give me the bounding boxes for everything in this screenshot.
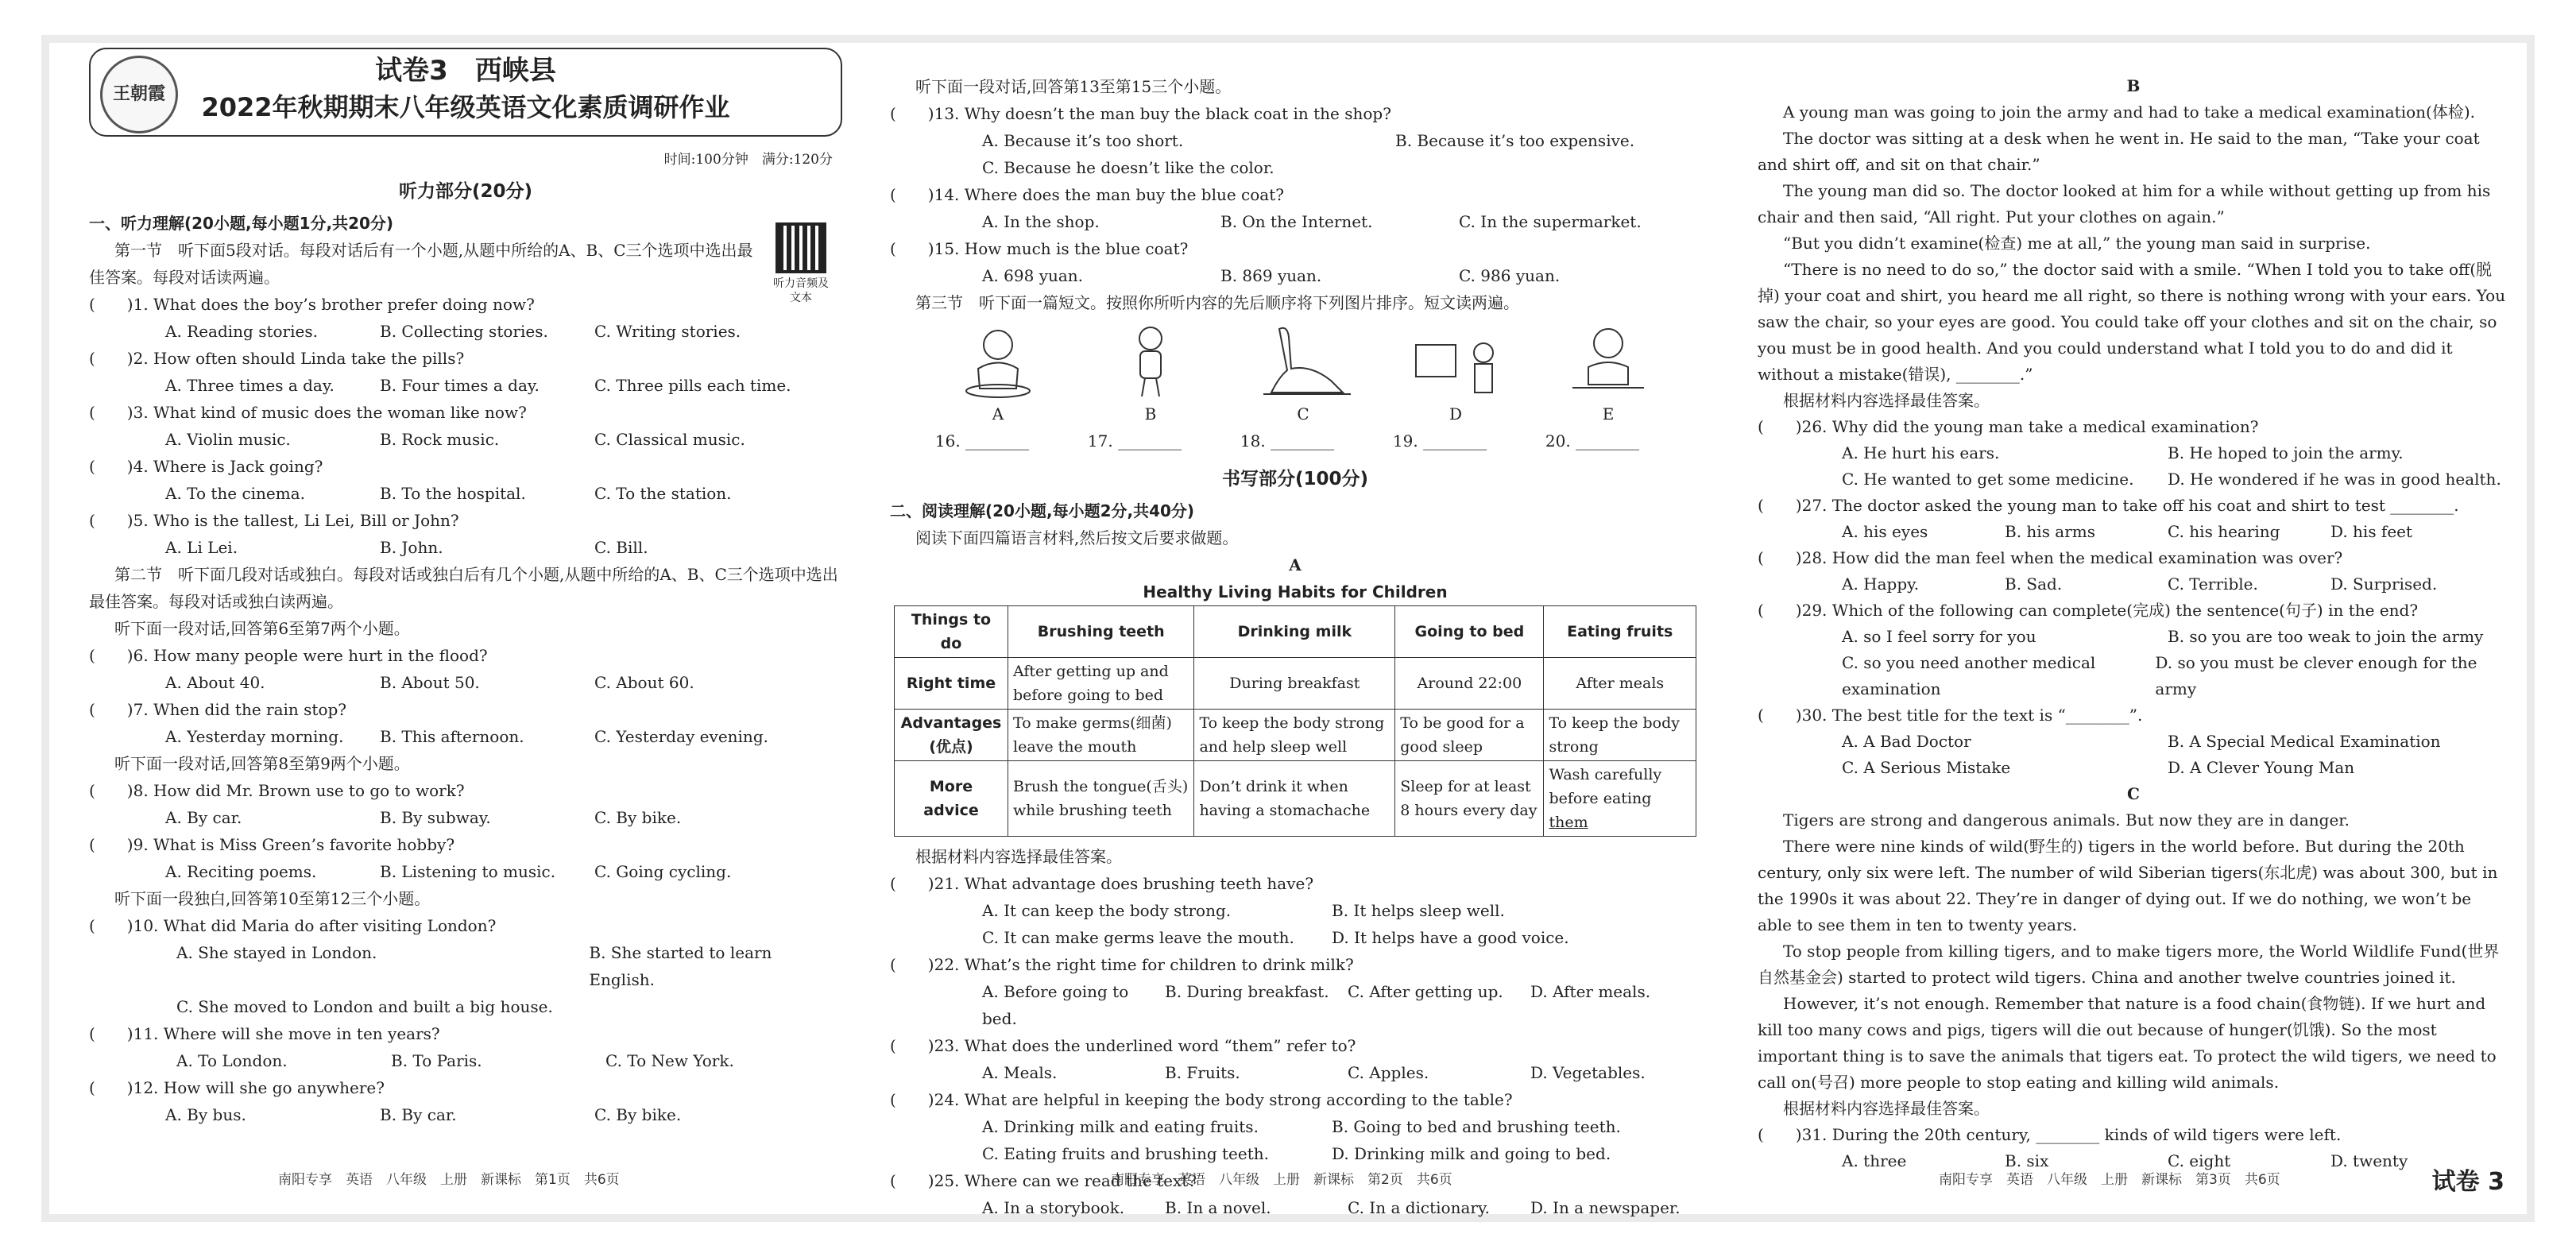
part2-heading: 二、阅读理解(20小题,每小题2分,共40分) [890, 501, 1195, 520]
option: D. It helps have a good voice. [1332, 928, 1569, 947]
question: ( )12. How will she go anywhere? [89, 1078, 385, 1097]
table-title: Healthy Living Habits for Children [1143, 582, 1448, 601]
option: A. Because it’s too short. [982, 131, 1184, 150]
part1-heading: 一、听力理解(20小题,每小题1分,共20分) [89, 214, 394, 233]
question: ( )25. Where can we read the text? [890, 1171, 1197, 1190]
options [890, 978, 1700, 1032]
option: A. About 40. [165, 673, 265, 692]
option: B. It helps sleep well. [1332, 901, 1505, 920]
options [89, 669, 842, 696]
option: C. After getting up. [1348, 982, 1503, 1001]
option: C. In a dictionary. [1348, 1198, 1490, 1217]
options [89, 1101, 842, 1128]
reading-intro: 阅读下面四篇语言材料,然后按文后要求做题。 [915, 528, 1239, 547]
question: ( )11. Where will she move in ten years? [89, 1024, 440, 1043]
option: C. Three pills each time. [594, 376, 791, 395]
option: B. so you are too weak to join the army [2168, 627, 2484, 646]
option: C. 986 yuan. [1459, 266, 1561, 285]
option: B. his arms [2005, 522, 2096, 541]
option: A. Happy. [1842, 574, 1920, 594]
passage-c-label: C [2127, 784, 2140, 803]
table-row [895, 658, 1696, 710]
question: ( )2. How often should Linda take the pills? [89, 349, 465, 368]
paragraph: “There is no need to do so,” the doctor said with a smile. “When I told you to take off(脱掉) your coat and shirt, you heard me all right, so there is nothing wrong with your ears. You saw the chair, so your eyes are good. You could take off your clothes and sit on the chair, so you must be in good health. And you could understand what I told you to do and did it without a mistake(错误), ________.” [1758, 260, 2506, 384]
question: ( )27. The doctor asked the young man to take off his coat and shirt to test ________. [1758, 496, 2459, 515]
options [890, 127, 1700, 154]
table-header: Things to do [895, 606, 1008, 658]
picture-a [950, 321, 1046, 427]
option: A. Yesterday morning. [165, 727, 344, 746]
option: B. Collecting stories. [380, 322, 548, 341]
option: A. Meals. [982, 1063, 1058, 1082]
paragraph: Tigers are strong and dangerous animals. But now they are in danger. [1783, 810, 2350, 830]
option: A. three [1842, 1151, 1907, 1170]
options [890, 1113, 1700, 1140]
table-row [895, 710, 1696, 761]
options [89, 426, 842, 453]
option: C. Classical music. [594, 430, 745, 449]
option: C. She moved to London and built a big house. [176, 997, 553, 1016]
option: C. To New York. [605, 1051, 734, 1070]
question: ( )7. When did the rain stop? [89, 700, 347, 719]
option: B. Because it’s too expensive. [1395, 131, 1635, 150]
option: A. so I feel sorry for you [1842, 627, 2036, 646]
section3-instruction: 第三节 听下面一篇短文。按照你所听内容的先后顺序将下列图片排序。短文读两遍。 [915, 293, 1519, 312]
option: A. Before going to bed. [982, 982, 1129, 1028]
paragraph: However, it’s not enough. Remember that nature is a food chain(食物链). If we hurt and kill too many cows and pigs, tigers will die out because of hunger(饥饿). So the most important thing is to save the animals that tigers eat. To protect the wild tigers, we need to call on(号召) more people to stop eating and killing wild animals. [1758, 994, 2497, 1092]
option: B. Sad. [2005, 574, 2063, 594]
page-subtitle: 2022年秋期期末八年级英语文化素质调研作业 [201, 92, 730, 122]
table-cell: Brush the tongue(舌头) while brushing teeth [1008, 761, 1194, 837]
option: A. She stayed in London. [176, 943, 377, 962]
question: ( )15. How much is the blue coat? [890, 239, 1189, 258]
table-cell: Around 22:00 [1395, 658, 1544, 710]
options [890, 1194, 1700, 1221]
options [89, 372, 842, 399]
publisher-logo: 王朝霞 [100, 56, 178, 133]
dialog-intro: 听下面一段对话,回答第8至第9两个小题。 [114, 754, 410, 773]
option: B. Rock music. [380, 430, 500, 449]
table-cell: Don’t drink it when having a stomachache [1194, 761, 1395, 837]
table-cell: During breakfast [1194, 658, 1395, 710]
question: ( )13. Why doesn’t the man buy the black coat in the shop? [890, 104, 1391, 123]
dinosaur-museum-icon [1255, 321, 1359, 400]
option: B. By car. [380, 1105, 457, 1124]
option: D. Drinking milk and going to bed. [1332, 1144, 1611, 1163]
table-cell: To make germs(细菌) leave the mouth [1008, 710, 1194, 761]
question: ( )23. What does the underlined word “them” refer to? [890, 1036, 1356, 1055]
options [89, 993, 842, 1020]
exam-badge: 试卷 3 [2431, 1168, 2504, 1196]
option: B. In a novel. [1165, 1198, 1271, 1217]
option: A. In the shop. [982, 212, 1100, 231]
option: C. Terrible. [2168, 574, 2258, 594]
option: C. Yesterday evening. [594, 727, 768, 746]
table-cell [1544, 761, 1696, 837]
option: B. About 50. [380, 673, 480, 692]
option: D. his feet [2330, 522, 2413, 541]
paragraph: The young man did so. The doctor looked at him for a while without getting up from his chair and then said, “All right. Put your clothes on again.” [1758, 181, 2491, 226]
option: B. On the Internet. [1220, 212, 1373, 231]
option: B. To the hospital. [380, 484, 526, 503]
option: D. Surprised. [2330, 574, 2438, 594]
picture-label: E [1602, 404, 1615, 424]
options [89, 723, 842, 750]
page-title: 试卷3 西峡县 [375, 55, 556, 87]
answer-blank[interactable]: 17. ________ [1087, 431, 1182, 451]
option: B. She started to learn English. [589, 943, 772, 989]
options [89, 804, 842, 831]
picture-label: D [1449, 404, 1463, 424]
paragraph: There were nine kinds of wild(野生的) tigers in the world before. But during the 20th century, only six were left. The number of wild Siberian tigers(东北虎) was about 300, but in the 1990s it was about 22. They’re in danger of dying out. If we do nothing, we won’t be able to see them in ten to twenty years. [1758, 837, 2498, 934]
question: ( )5. Who is the tallest, Li Lei, Bill or John? [89, 511, 459, 530]
footer-page-3: 南阳专享 英语 八年级 上册 新课标 第3页 共6页 [1939, 1172, 2280, 1188]
picture-b [1103, 321, 1198, 427]
options [1758, 650, 2509, 702]
page-2 [890, 73, 1700, 1221]
boy-eating-icon [954, 321, 1042, 400]
option: A. Li Lei. [165, 538, 238, 557]
option: B. This afternoon. [380, 727, 524, 746]
option: B. John. [380, 538, 443, 557]
answer-blank[interactable]: 19. ________ [1392, 431, 1487, 451]
question: ( )3. What kind of music does the woman like now? [89, 403, 527, 422]
option: C. Writing stories. [594, 322, 741, 341]
title-box [89, 48, 842, 137]
question: ( )29. Which of the following can complete(完成) the sentence(句子) in the end? [1758, 601, 2419, 620]
question: ( )14. Where does the man buy the blue coat? [890, 185, 1284, 204]
table-cell: To keep the body strong and help sleep well [1194, 710, 1395, 761]
option: C. so you need another medical examination [1842, 653, 2096, 698]
option: C. Eating fruits and brushing teeth. [982, 1144, 1269, 1163]
option: C. By bike. [594, 808, 682, 827]
option: C. Going cycling. [594, 862, 732, 881]
option: B. Four times a day. [380, 376, 540, 395]
option: B. six [2005, 1151, 2049, 1170]
dialog-intro: 听下面一段对话,回答第6至第7两个小题。 [114, 619, 410, 638]
option: D. After meals. [1530, 982, 1651, 1001]
option: A. A Bad Doctor [1842, 732, 1971, 751]
option: B. Fruits. [1165, 1063, 1240, 1082]
option: C. In the supermarket. [1459, 212, 1642, 231]
question: ( )31. During the 20th century, ________ kinds of wild tigers were left. [1758, 1125, 2342, 1144]
question: ( )8. How did Mr. Brown use to go to work? [89, 781, 465, 800]
option: D. In a newspaper. [1530, 1198, 1681, 1217]
options [89, 480, 842, 507]
options [89, 534, 842, 561]
boy-walking-icon [1107, 321, 1194, 400]
option: C. He wanted to get some medicine. [1842, 470, 2134, 489]
option: B. To Paris. [391, 1051, 482, 1070]
option: B. He hoped to join the army. [2168, 443, 2404, 462]
options [1758, 466, 2509, 493]
options [89, 1047, 842, 1074]
section1-instruction: 第一节 听下面5段对话。每段对话后有一个小题,从题中所给的A、B、C三个选项中选出最佳答案。每段对话读两遍。 [89, 241, 753, 287]
question: ( )4. Where is Jack going? [89, 457, 323, 476]
option: C. To the station. [594, 484, 732, 503]
picture-label: A [992, 404, 1004, 424]
option: C. It can make germs leave the mouth. [982, 928, 1294, 947]
options [1758, 624, 2509, 650]
question: ( )10. What did Maria do after visiting London? [89, 916, 497, 935]
option: A. He hurt his ears. [1842, 443, 2000, 462]
table-row [895, 761, 1696, 837]
table-cell: To keep the body strong [1544, 710, 1696, 761]
options [1758, 440, 2509, 466]
question: ( )26. Why did the young man take a medical examination? [1758, 417, 2259, 436]
question: ( )9. What is Miss Green’s favorite hobby? [89, 835, 455, 854]
option: C. Because he doesn’t like the color. [982, 158, 1274, 177]
exam-meta: 时间:100分钟 满分:120分 [663, 152, 833, 168]
picture-e [1561, 321, 1656, 427]
paragraph: A young man was going to join the army and had to take a medical examination(体检). [1783, 102, 2475, 122]
answer-blank[interactable]: 18. ________ [1240, 431, 1335, 451]
option: B. Going to bed and brushing teeth. [1332, 1117, 1621, 1136]
option: A. By bus. [165, 1105, 246, 1124]
footer-page-1: 南阳专享 英语 八年级 上册 新课标 第1页 共6页 [278, 1172, 620, 1188]
question: ( )24. What are helpful in keeping the body strong according to the table? [890, 1090, 1513, 1109]
question: ( )28. How did the man feel when the medical examination was over? [1758, 548, 2343, 567]
option: A. Violin music. [165, 430, 291, 449]
options [890, 154, 1700, 181]
question: ( )21. What advantage does brushing teeth have? [890, 874, 1314, 893]
page-1 [89, 48, 842, 1128]
dialog-intro: 听下面一段对话,回答第13至第15三个小题。 [915, 77, 1232, 96]
choose-instruction: 根据材料内容选择最佳答案。 [1783, 1099, 1990, 1118]
question: ( )22. What’s the right time for children to drink milk? [890, 955, 1354, 974]
option: A. Reading stories. [165, 322, 318, 341]
options [89, 939, 842, 993]
table-cell: To be good for a good sleep [1395, 710, 1544, 761]
option: D. A Clever Young Man [2168, 758, 2355, 777]
choose-instruction: 根据材料内容选择最佳答案。 [1783, 391, 1990, 410]
option: A. To London. [176, 1051, 288, 1070]
paragraph: The doctor was sitting at a desk when he went in. He said to the man, “Take your coat and shirt off, and sit on that chair.” [1758, 129, 2480, 174]
table-header-row [895, 606, 1696, 658]
qr-code[interactable] [769, 222, 833, 305]
table-cell: Sleep for at least 8 hours every day [1395, 761, 1544, 837]
picture-label: C [1297, 404, 1309, 424]
options [1758, 729, 2509, 755]
option: B. 869 yuan. [1220, 266, 1322, 285]
option: C. Bill. [594, 538, 648, 557]
option: C. his hearing [2168, 522, 2280, 541]
options [89, 858, 842, 885]
choose-instruction: 根据材料内容选择最佳答案。 [915, 847, 1122, 866]
underlined-word: them [1549, 814, 1588, 831]
option: A. Three times a day. [165, 376, 335, 395]
option: B. During breakfast. [1165, 982, 1329, 1001]
row-header: Right time [895, 658, 1008, 710]
qr-label: 听力音频及文本 [773, 277, 829, 304]
options [890, 1140, 1700, 1167]
option: A. It can keep the body strong. [982, 901, 1232, 920]
option: C. Apples. [1348, 1063, 1429, 1082]
option: D. so you must be clever enough for the army [2155, 653, 2477, 698]
option: B. By subway. [380, 808, 491, 827]
option: A. By car. [165, 808, 242, 827]
page-3 [1758, 73, 2509, 1174]
question: ( )1. What does the boy’s brother prefer doing now? [89, 295, 535, 314]
picture-label: B [1144, 404, 1157, 424]
section2-instruction: 第二节 听下面几段对话或独白。每段对话或独白后有几个小题,从题中所给的A、B、C三个选项中选出最佳答案。每段对话或独白读两遍。 [89, 565, 838, 611]
option: A. To the cinema. [165, 484, 306, 503]
row-header: Advantages (优点) [895, 710, 1008, 761]
option: A. In a storybook. [982, 1198, 1125, 1217]
options [890, 208, 1700, 235]
question: ( )30. The best title for the text is “________”. [1758, 706, 2143, 725]
option: C. A Serious Mistake [1842, 758, 2011, 777]
option: A. Drinking milk and eating fruits. [982, 1117, 1259, 1136]
boy-tv-icon [1408, 321, 1511, 400]
answer-blanks [906, 427, 1669, 454]
boy-studying-icon [1565, 321, 1652, 400]
qr-code-icon[interactable] [776, 222, 826, 273]
passage-b-label: B [2126, 76, 2141, 95]
options [1758, 519, 2509, 545]
options [890, 897, 1700, 924]
monologue-intro: 听下面一段独白,回答第10至第12三个小题。 [114, 889, 431, 908]
option: B. Listening to music. [380, 862, 556, 881]
options [890, 262, 1700, 289]
answer-blank[interactable]: 16. ________ [934, 431, 1030, 451]
options [89, 318, 842, 345]
option: D. Vegetables. [1530, 1063, 1646, 1082]
listening-heading: 听力部分(20分) [398, 181, 533, 202]
paragraph: “But you didn’t examine(检查) me at all,” the young man said in surprise. [1783, 234, 2371, 253]
table-cell: After meals [1544, 658, 1696, 710]
row-header: More advice [895, 761, 1008, 837]
cell-text: Wash carefully before eating [1549, 766, 1662, 807]
option: A. Reciting poems. [165, 862, 317, 881]
picture-c [1255, 321, 1351, 427]
option: A. his eyes [1842, 522, 1928, 541]
option: C. eight [2168, 1151, 2231, 1170]
answer-blank[interactable]: 20. ________ [1545, 431, 1640, 451]
paragraph: To stop people from killing tigers, and to make tigers more, the World Wildlife Fund(世界自然基金会) started to protect wild tigers. China and another twelve countries joined it. [1758, 942, 2500, 987]
table-header: Eating fruits [1544, 606, 1696, 658]
writing-heading: 书写部分(100分) [1221, 469, 1369, 489]
options [890, 1059, 1700, 1086]
option: D. twenty [2330, 1151, 2408, 1170]
table-cell: After getting up and before going to bed [1008, 658, 1194, 710]
option: D. He wondered if he was in good health. [2168, 470, 2501, 489]
table-header: Going to bed [1395, 606, 1544, 658]
picture-row [922, 321, 1684, 427]
option: C. About 60. [594, 673, 694, 692]
habits-table [894, 605, 1696, 837]
option: A. 698 yuan. [982, 266, 1084, 285]
passage-a-label: A [1289, 555, 1302, 574]
option: B. A Special Medical Examination [2168, 732, 2441, 751]
question: ( )6. How many people were hurt in the flood? [89, 646, 488, 665]
options [1758, 755, 2509, 781]
options [890, 924, 1700, 951]
picture-d [1408, 321, 1503, 427]
footer-page-2: 南阳专享 英语 八年级 上册 新课标 第2页 共6页 [1111, 1172, 1452, 1188]
table-header: Drinking milk [1194, 606, 1395, 658]
options [1758, 571, 2509, 598]
option: C. By bike. [594, 1105, 682, 1124]
table-header: Brushing teeth [1008, 606, 1194, 658]
